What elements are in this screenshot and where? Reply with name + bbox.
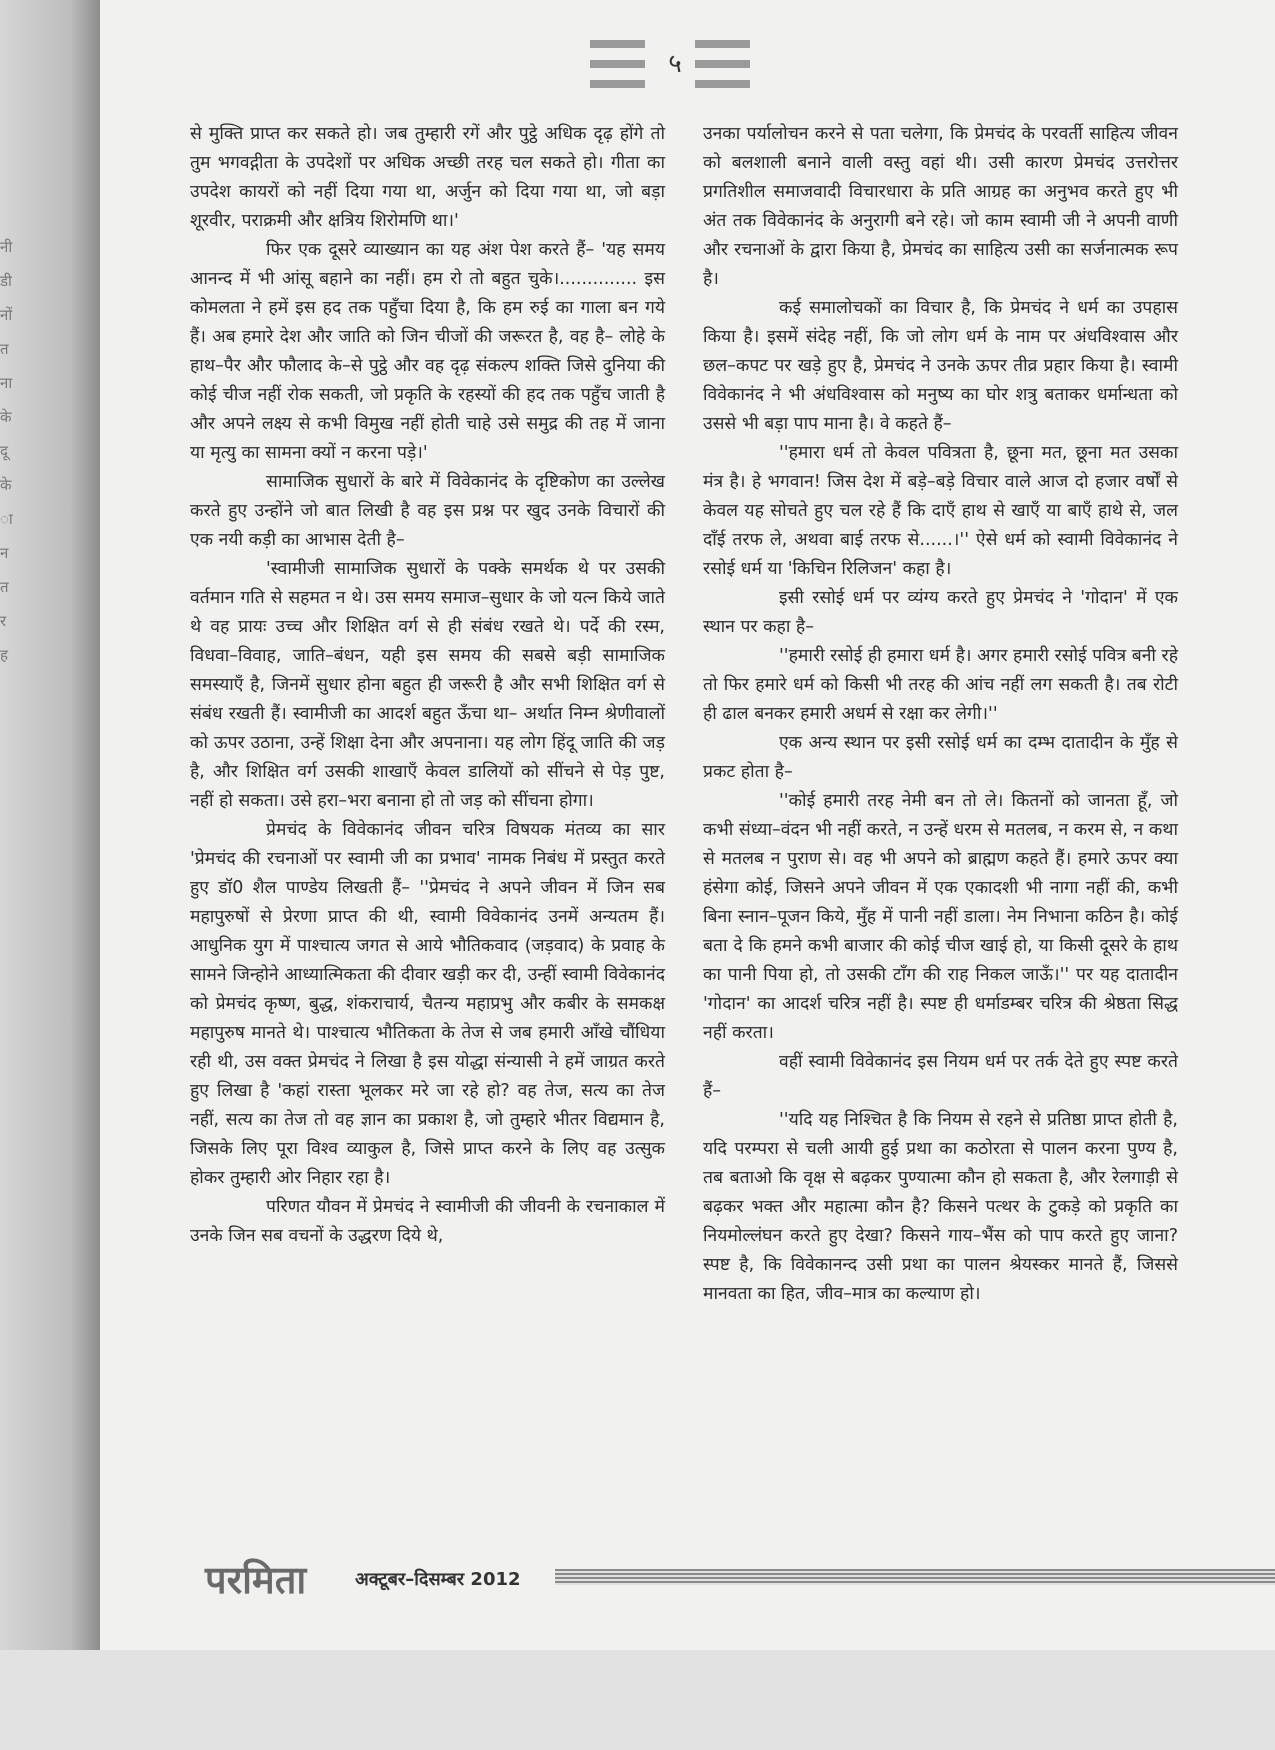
gutter-fragment: त	[0, 578, 9, 596]
footer-rule	[555, 1569, 1275, 1585]
paragraph: प्रेमचंद के विवेकानंद जीवन चरित्र विषयक मंतव्य का सार 'प्रेमचंद की रचनाओं पर स्वामी जी का प्रभाव' नामक निबंध में प्रस्तुत करते हुए डॉ0 शैल पाण्डेय लिखती हैं– ''प्रेमचंद ने अपने जीवन में जिन सब महापुरुषों से प्रेरणा प्राप्त की थी, स्वामी विवेकानंद उनमें अन्यतम हैं। आधुनिक युग में पाश्चात्य जगत से आये भौतिकवाद (जड़वाद) के प्रवाह के सामने जिन्होने आध्यात्मिकता की दीवार खड़ी कर दी, उन्हीं स्वामी विवेकानंद को प्रेमचंद कृष्ण, बुद्ध, शंकराचार्य, चैतन्य महाप्रभु और कबीर के समकक्ष महापुरुष मानते थे। पाश्चात्य भौतिकता के तेज से जब हमारी आँखे चौंधिया रही थी, उस वक्त प्रेमचंद ने लिखा है इस योद्धा संन्यासी ने हमें जाग्रत करते हुए लिखा है 'कहां रास्ता भूलकर मरे जा रहे हो? वह तेज, सत्य का तेज नहीं, सत्य का तेज तो वह ज्ञान का प्रकाश है, जो तुम्हारे भीतर विद्यमान है, जिसके लिए पूरा विश्व व्याकुल है, जिसे प्राप्त करने के लिए वह उत्सुक होकर तुम्हारी ओर निहार रहा है।	[190, 820, 665, 1188]
gutter-text-fragments	[0, 230, 20, 672]
paragraph: सामाजिक सुधारों के बारे में विवेकानंद के दृष्टिकोण का उल्लेख करते हुए उन्होंने जो बात लिखी है वह इस प्रश्न पर खुद उनके विचारों की एक नयी कड़ी का आभास देती है–	[190, 472, 665, 550]
gutter-fragment: डी	[0, 272, 12, 290]
paragraph: वहीं स्वामी विवेकानंद इस नियम धर्म पर तर्क देते हुए स्पष्ट करते हैं–	[703, 1052, 1178, 1101]
gutter-fragment: के	[0, 408, 12, 426]
paragraph: इसी रसोई धर्म पर व्यंग्य करते हुए प्रेमचंद ने 'गोदान' में एक स्थान पर कहा है–	[703, 588, 1178, 637]
paragraph: एक अन्य स्थान पर इसी रसोई धर्म का दम्भ दातादीन के मुँह से प्रकट होता है–	[703, 733, 1178, 782]
gutter-fragment: दू	[0, 442, 8, 460]
page-footer	[205, 1555, 1275, 1605]
binding-gutter	[0, 0, 100, 1650]
paragraph: ''हमारा धर्म तो केवल पवित्रता है, छूना मत, छूना मत उसका मंत्र है। हे भगवान! जिस देश में बड़े–बड़े विचार वाले आज दो हजार वर्षों से केवल यह सोचते हुए चल रहे हैं कि दाएँ हाथ से खाएँ या बाएँ हाथे से, जल दाँई तरफ ले, अथवा बाई तरफ से......।'' ऐसे धर्म को स्वामी विवेकानंद ने रसोई धर्म या 'किचिन रिलिजन' कहा है।	[703, 443, 1178, 579]
gutter-fragment: न	[0, 544, 9, 562]
gutter-fragment: ा	[0, 510, 13, 528]
page-number: ५	[668, 49, 682, 79]
paragraph: ''हमारी रसोई ही हमारा धर्म है। अगर हमारी रसोई पवित्र बनी रहे तो फिर हमारे धर्म को किसी भी तरह की आंच नहीं लग सकती है। तब रोटी ही ढाल बनकर हमारी अधर्म से रक्षा कर लेगी।''	[703, 646, 1178, 724]
gutter-fragment: के	[0, 476, 12, 494]
page-number-header	[590, 30, 750, 100]
paragraph: ''यदि यह निश्चित है कि नियम से रहने से प्रतिष्ठा प्राप्त होती है, यदि परम्परा से चली आयी हुई प्रथा का कठोरता से पालन करना पुण्य है, तब बताओ कि वृक्ष से बढ़कर पुण्यात्मा कौन हो सकता है, और रेलगाड़ी से बढ़कर भक्त और महात्मा कौन है? किसने पत्थर के टुकड़े को प्रकृति का नियमोल्लंघन करते हुए देखा? किसने गाय–भैंस को पाप करते हुए जाना? स्पष्ट है, कि विवेकानन्द उसी प्रथा का पालन श्रेयस्कर मानते हैं, जिससे मानवता का हित, जीव–मात्र का कल्याण हो।	[703, 1110, 1178, 1304]
paragraph: फिर एक दूसरे व्याख्यान का यह अंश पेश करते हैं– 'यह समय आनन्द में भी आंसू बहाने का नहीं। हम रो तो बहुत चुके।.............. इस कोमलता ने हमें इस हद तक पहुँचा दिया है, कि हम रुई का गाला बन गये हैं। अब हमारे देश और जाति को जिन चीजों की जरूरत है, वह है– लोहे के हाथ–पैर और फौलाद के–से पुट्ठे और वह दृढ़ संकल्प शक्ति जिसे दुनिया की कोई चीज नहीं रोक सकती, जो प्रकृति के रहस्यों की हद तक पहुँच जाती है और अपने लक्ष्य से कभी विमुख नहीं होती चाहे उसे समुद्र की तह में जाना या मृत्यु का सामना क्यों न करना पड़े।'	[190, 240, 665, 463]
paragraph: कई समालोचकों का विचार है, कि प्रेमचंद ने धर्म का उपहास किया है। इसमें संदेह नहीं, कि जो लोग धर्म के नाम पर अंधविश्वास और छल–कपट पर खड़े हुए है, प्रेमचंद ने उनके ऊपर तीव्र प्रहार किया है। स्वामी विवेकानंद ने भी अंधविश्वास को मनुष्य का घोर शत्रु बताकर धर्मान्धता को उससे भी बड़ा पाप माना है। वे कहते हैं–	[703, 298, 1178, 434]
gutter-fragment: नों	[0, 306, 13, 324]
paragraph: ''कोई हमारी तरह नेमी बन तो ले। कितनों को जानता हूँ, जो कभी संध्या–वंदन भी नहीं करते, न उन्हें धरम से मतलब, न करम से, न कथा से मतलब न पुराण से। वह भी अपने को ब्राह्मण कहते हैं। हमारे ऊपर क्या हंसेगा कोई, जिसने अपने जीवन में एक एकादशी भी नागा नहीं की, कभी बिना स्नान–पूजन किये, मुँह में पानी नहीं डाला। नेम निभाना कठिन है। कोई बता दे कि हमने कभी बाजार की कोई चीज खाई हो, या किसी दूसरे के हाथ का पानी पिया हो, तो उसकी टाँग की राह निकल जाऊँ।'' पर यह दातादीन 'गोदान' का आदर्श चरित्र नहीं है। स्पष्ट ही धर्माडम्बर चरित्र की श्रेष्ठता सिद्ध नहीं करता।	[703, 791, 1178, 1043]
right-column	[703, 120, 1178, 1309]
header-ornament-right	[695, 40, 750, 90]
gutter-fragment: ह	[0, 646, 8, 664]
gutter-fragment: नी	[0, 238, 13, 256]
paragraph: परिणत यौवन में प्रेमचंद ने स्वामीजी की जीवनी के रचनाकाल में उनके जिन सब वचनों के उद्धरण दिये थे,	[190, 1197, 665, 1246]
magazine-name: परमिता	[205, 1558, 307, 1602]
header-ornament-left	[590, 40, 645, 90]
issue-date: अक्टूबर–दिसम्बर 2012	[355, 1569, 521, 1590]
paragraph: 'स्वामीजी सामाजिक सुधारों के पक्के समर्थक थे पर उसकी वर्तमान गति से सहमत न थे। उस समय समाज–सुधार के जो यत्न किये जाते थे वह प्रायः उच्च और शिक्षित वर्ग से ही संबंध रखते थे। पर्दे की रस्म, विधवा–विवाह, जाति–बंधन, यही इस समय की सबसे बड़ी सामाजिक समस्याएँ है, जिनमें सुधार होना बहुत ही जरूरी है और सभी शिक्षित वर्ग से संबंध रखती हैं। स्वामीजी का आदर्श बहुत ऊँचा था– अर्थात निम्न श्रेणीवालों को ऊपर उठाना, उन्हें शिक्षा देना और अपनाना। यह लोग हिंदू जाति की जड़ है, और शिक्षित वर्ग उसकी शाखाएँ केवल डालियों को सींचने से पेड़ पुष्ट, नहीं हो सकता। उसे हरा–भरा बनाना हो तो जड़ को सींचना होगा।	[190, 559, 665, 811]
scan-background	[0, 1650, 1275, 1750]
paragraph: से मुक्ति प्राप्त कर सकते हो। जब तुम्हारी रगें और पुट्ठे अधिक दृढ़ होंगे तो तुम भगवद्गीता के उपदेशों पर अधिक अच्छी तरह चल सकते हो। गीता का उपदेश कायरों को नहीं दिया गया था, अर्जुन को दिया गया था, जो बड़ा शूरवीर, पराक्रमी और क्षत्रिय शिरोमणि था।'	[190, 124, 665, 231]
gutter-fragment: ना	[0, 374, 13, 392]
left-column	[190, 120, 665, 1251]
paragraph: उनका पर्यालोचन करने से पता चलेगा, कि प्रेमचंद के परवर्ती साहित्य जीवन को बलशाली बनाने वाली वस्तु वहां थी। उसी कारण प्रेमचंद उत्तरोत्तर प्रगतिशील समाजवादी विचारधारा के प्रति आग्रह का अनुभव करते हुए भी अंत तक विवेकानंद के अनुरागी बने रहे। जो काम स्वामी जी ने अपनी वाणी और रचनाओं के द्वारा किया है, प्रेमचंद का साहित्य उसी का सर्जनात्मक रूप है।	[703, 124, 1178, 289]
gutter-fragment: र	[0, 612, 7, 630]
gutter-fragment: त	[0, 340, 9, 358]
